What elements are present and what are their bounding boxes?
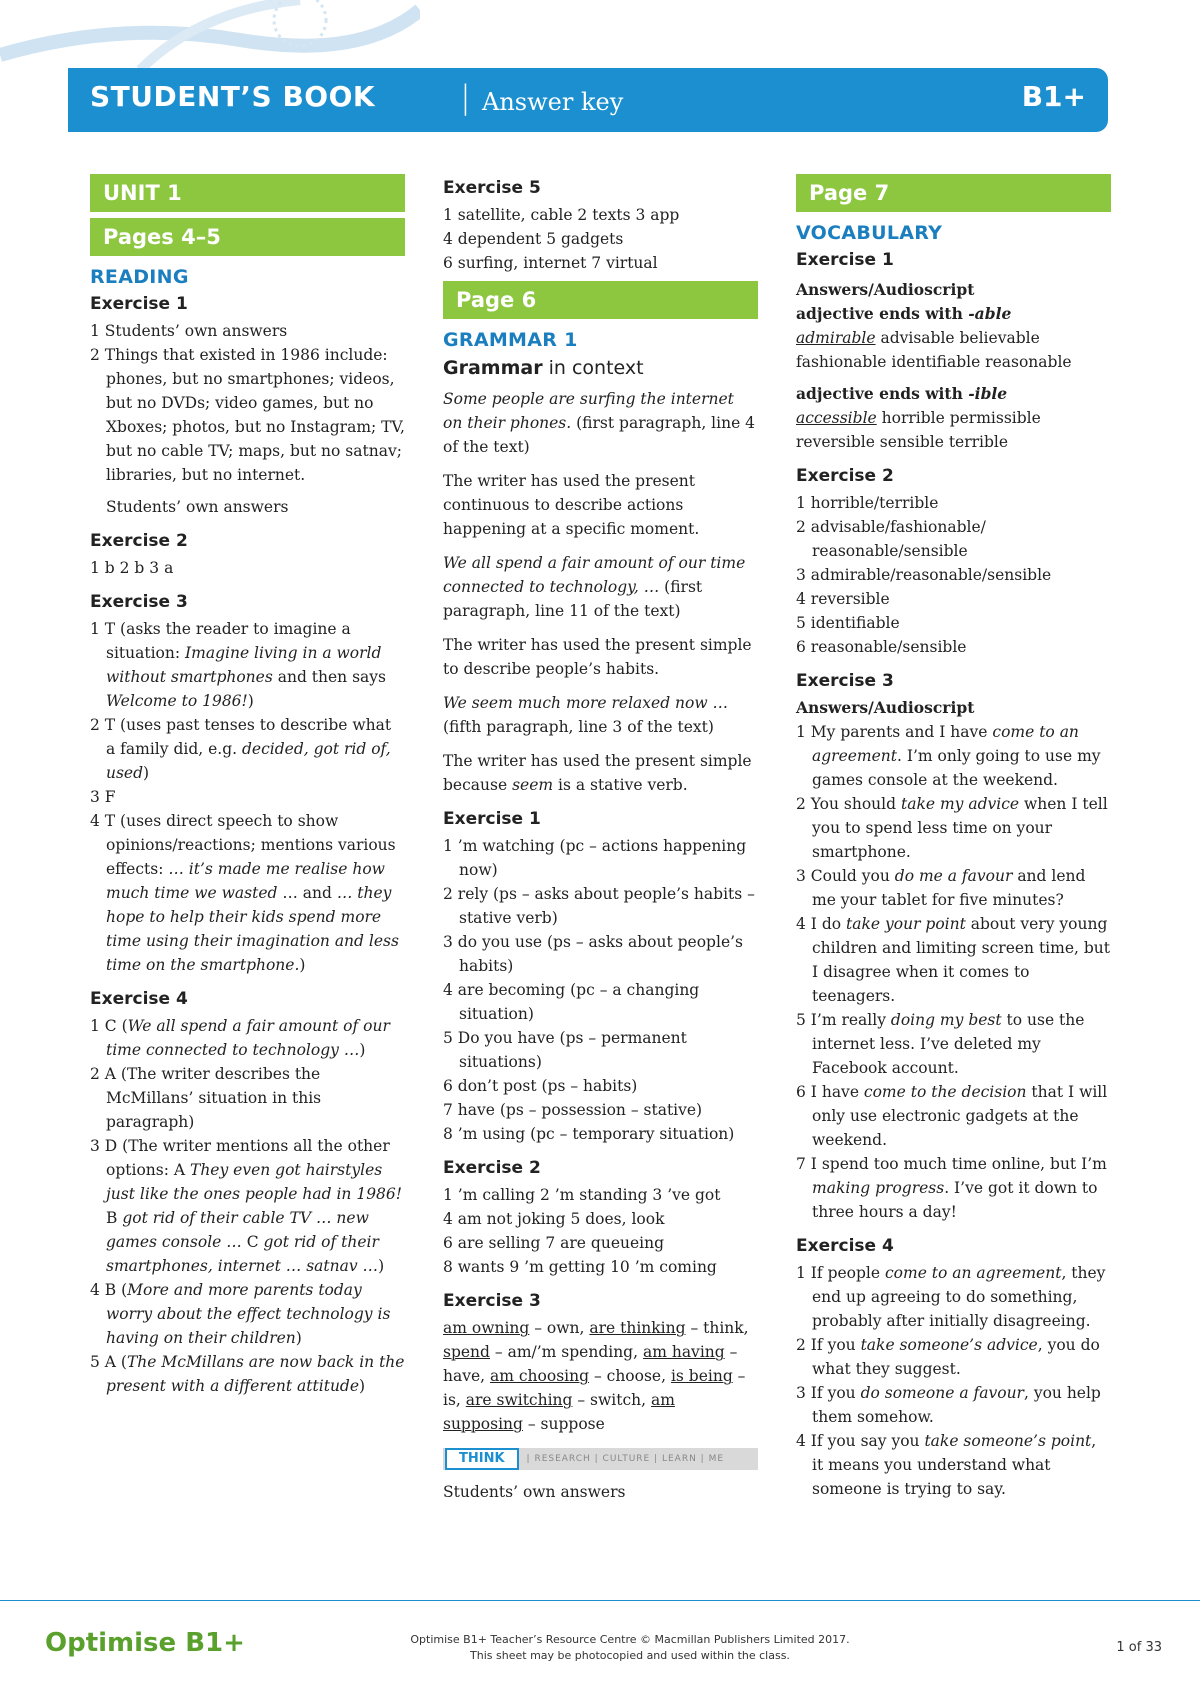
unit-banner: UNIT 1 <box>90 174 405 212</box>
header-level: B1+ <box>1021 80 1086 113</box>
answer-line: Students’ own answers <box>443 1483 626 1501</box>
page-number: 1 of 33 <box>1116 1640 1162 1655</box>
answer-line: adjective ends with -able <box>796 304 1012 323</box>
list-item: 7 have (ps – possession – stative) <box>443 1101 703 1119</box>
list-item: 4 are becoming (pc – a changing situation) <box>443 981 700 1023</box>
answer-list <box>443 834 758 1146</box>
list-item: 5 A (The McMillans are now back in the present with a different attitude) <box>90 1353 405 1395</box>
answer-line: adjective ends with -ible <box>796 384 1008 403</box>
section-heading-grammar: GRAMMAR 1 <box>443 329 578 351</box>
exercise-heading: Exercise 3 <box>90 592 188 612</box>
list-item: 6 don’t post (ps – habits) <box>443 1077 638 1095</box>
list-item: 5 I’m really doing my best to use the internet less. I’ve deleted my Facebook account. <box>796 1011 1085 1077</box>
exercise-heading: Exercise 5 <box>443 178 541 198</box>
list-item: 5 Do you have (ps – permanent situations) <box>443 1029 687 1071</box>
answer-list <box>90 343 405 487</box>
list-item: 4 I do take your point about very young children and limiting screen time, but I disagree when it comes to teenagers. <box>796 915 1110 1005</box>
answer-line: 1 ’m calling 2 ’m standing 3 ’ve got <box>443 1186 721 1204</box>
exercise-heading: Exercise 1 <box>796 250 894 270</box>
list-item: 1 T (asks the reader to imagine a situation: Imagine living in a world without smartphones and then says Welcome to 1986!) <box>90 620 386 710</box>
list-item: 6 I have come to the decision that I will only use electronic gadgets at the weekend. <box>796 1083 1108 1149</box>
exercise-heading: Exercise 1 <box>90 294 188 314</box>
list-item: 3 F <box>90 788 116 806</box>
column-1 <box>90 174 405 1404</box>
answer-line: Students’ own answers <box>106 498 289 516</box>
answer-line: 4 am not joking 5 does, look <box>443 1210 665 1228</box>
answer-list <box>796 1261 1111 1501</box>
list-item: 3 If you do someone a favour, you help them somehow. <box>796 1384 1101 1426</box>
exercise-heading: Exercise 2 <box>796 466 894 486</box>
list-item: 2 advisable/fashionable/ reasonable/sensible <box>796 518 986 560</box>
answer-list <box>90 617 405 977</box>
think-tags: | RESEARCH | CULTURE | LEARN | ME <box>526 1454 725 1464</box>
list-item: 1 ’m watching (pc – actions happening now) <box>443 837 747 879</box>
think-banner <box>443 1448 758 1470</box>
column-3 <box>796 174 1111 1507</box>
grammar-in-context-heading: Grammar in context <box>443 357 644 379</box>
list-item: 4 If you say you take someone’s point, it means you understand what someone is trying to say. <box>796 1432 1097 1498</box>
decorative-corner-graphic <box>0 0 420 70</box>
list-item: 4 T (uses direct speech to show opinions/reactions; mentions various effects: … it’s made me realise how much time we wasted … and … they hope to help their kids spend more time using their imagination and less time on the smartphone.) <box>90 812 399 974</box>
list-item: 2 T (uses past tenses to describe what a family did, e.g. decided, got rid of, used) <box>90 716 392 782</box>
answer-line: accessible horrible permissible reversible sensible terrible <box>796 409 1041 451</box>
list-item: 3 admirable/reasonable/sensible <box>796 566 1052 584</box>
exercise-heading: Exercise 2 <box>443 1158 541 1178</box>
answer-line: 1 satellite, cable 2 texts 3 app <box>443 206 680 224</box>
list-item: 8 ’m using (pc – temporary situation) <box>443 1125 735 1143</box>
list-item: 7 I spend too much time online, but I’m making progress. I’ve got it down to three hours a day! <box>796 1155 1107 1221</box>
list-item: 5 identifiable <box>796 614 900 632</box>
list-item: 6 reasonable/sensible <box>796 638 967 656</box>
answer-list <box>796 720 1111 1224</box>
copyright-notice: Optimise B1+ Teacher’s Resource Centre © Macmillan Publishers Limited 2017. This sheet may be photocopied and used within the class. <box>410 1633 850 1662</box>
answer-line: 8 wants 9 ’m getting 10 ’m coming <box>443 1258 717 1276</box>
answer-list <box>796 491 1111 659</box>
audioscript-label: Answers/Audioscript <box>796 280 975 299</box>
answer-line: admirable advisable believable fashionable identifiable reasonable <box>796 329 1072 371</box>
list-item: 2 A (The writer describes the McMillans’ situation in this paragraph) <box>90 1065 322 1131</box>
exercise-heading: Exercise 4 <box>90 989 188 1009</box>
pages-banner: Pages 4–5 <box>90 218 405 256</box>
paragraph: The writer has used the present simple to describe people’s habits. <box>443 636 752 678</box>
exercise-heading: Exercise 4 <box>796 1236 894 1256</box>
paragraph: The writer has used the present simple because seem is a stative verb. <box>443 752 752 794</box>
optimise-logo: Optimise B1+ <box>45 1628 245 1658</box>
header-title: STUDENT’S BOOK <box>90 80 376 113</box>
answer-line: 1 b 2 b 3 a <box>90 559 174 577</box>
answer-line: 6 are selling 7 are queueing <box>443 1234 665 1252</box>
list-item: 2 Things that existed in 1986 include: phones, but no smartphones; videos, but no DVDs; video games, but no Xboxes; photos, but no Instagram; TV, but no cable TV; maps, but no satnav; libraries, but no internet. <box>90 346 405 484</box>
list-item: 3 do you use (ps – asks about people’s habits) <box>443 933 743 975</box>
list-item: 1 horrible/terrible <box>796 494 939 512</box>
list-item: 1 If people come to an agreement, they end up agreeing to do something, probably after initially disagreeing. <box>796 1264 1106 1330</box>
list-item: 1 C (We all spend a fair amount of our time connected to technology …) <box>90 1017 390 1059</box>
answer-line: 6 surfing, internet 7 virtual <box>443 254 658 272</box>
list-item: 4 B (More and more parents today worry about the effect technology is having on their children) <box>90 1281 391 1347</box>
header-separator: | <box>460 78 471 116</box>
paragraph: Some people are surfing the internet on their phones. (first paragraph, line 4 of the text) <box>443 390 756 456</box>
audioscript-label: Answers/Audioscript <box>796 698 975 717</box>
paragraph: We seem much more relaxed now … (fifth paragraph, line 3 of the text) <box>443 694 729 736</box>
header-subtitle: Answer key <box>482 88 624 116</box>
exercise-heading: Exercise 1 <box>443 809 541 829</box>
footer-divider <box>0 1600 1200 1601</box>
column-2 <box>443 174 758 1504</box>
exercise-heading: Exercise 3 <box>796 671 894 691</box>
answer-list <box>90 1014 405 1398</box>
list-item: 4 reversible <box>796 590 890 608</box>
exercise-heading: Exercise 3 <box>443 1291 541 1311</box>
section-heading-vocabulary: VOCABULARY <box>796 222 943 244</box>
answer-line: 4 dependent 5 gadgets <box>443 230 624 248</box>
page-banner: Page 6 <box>443 281 758 319</box>
exercise-heading: Exercise 2 <box>90 531 188 551</box>
list-item: 3 D (The writer mentions all the other options: A They even got hairstyles just like the ones people had in 1986! B got rid of their cable TV … new games console … C got rid of their smartphones, internet … satnav …) <box>90 1137 403 1275</box>
paragraph: We all spend a fair amount of our time connected to technology, … (first paragraph, line 11 of the text) <box>443 554 746 620</box>
list-item: 2 rely (ps – asks about people’s habits – stative verb) <box>443 885 755 927</box>
list-item: 2 You should take my advice when I tell you to spend less time on your smartphone. <box>796 795 1108 861</box>
section-heading-reading: READING <box>90 266 189 288</box>
list-item: 2 If you take someone’s advice, you do what they suggest. <box>796 1336 1100 1378</box>
think-label: THINK <box>445 1448 519 1470</box>
page-banner: Page 7 <box>796 174 1111 212</box>
answer-paragraph: am owning – own, are thinking – think, spend – am/’m spending, am having – have, am choosing – choose, is being – is, are switching – switch, am supposing – suppose <box>443 1319 749 1433</box>
list-item: 3 Could you do me a favour and lend me your tablet for five minutes? <box>796 867 1086 909</box>
list-item: 1 My parents and I have come to an agreement. I’m only going to use my games console at the weekend. <box>796 723 1101 789</box>
paragraph: The writer has used the present continuous to describe actions happening at a specific moment. <box>443 472 700 538</box>
answer-line: 1 Students’ own answers <box>90 322 288 340</box>
page-header <box>68 68 1108 132</box>
